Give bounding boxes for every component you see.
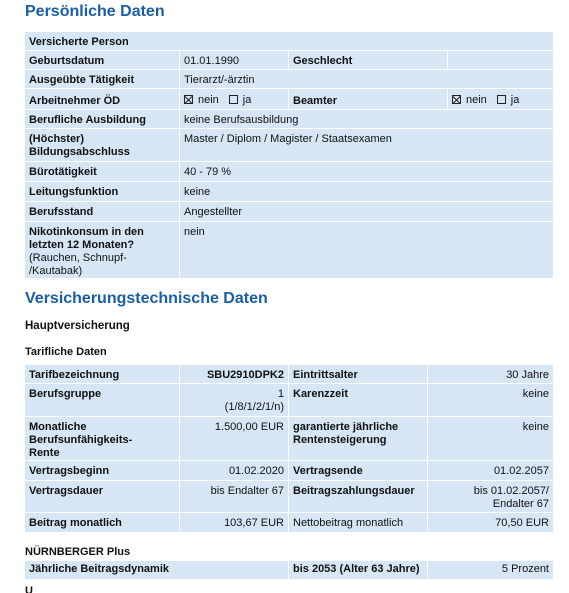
value-rentensteigerung: keine [428,417,553,460]
value-line: bis 01.02.2057/ [473,485,549,497]
label-beitragsdynamik: Jährliche Beitragsdynamik [25,561,288,579]
label-rentensteigerung [289,417,427,460]
label-leitungsfunktion: Leitungsfunktion [25,182,179,201]
label-line: Monatliche [29,421,87,433]
label-line: letzten 12 Monaten? [29,239,135,251]
label-geburtsdatum: Geburtsdatum [25,51,179,69]
section-title-tech: Versicherungstechnische Daten [25,290,268,307]
label-tarifbezeichnung: Tarifbezeichnung [25,365,179,383]
value-buerotaetigkeit: 40 - 79 % [180,162,553,181]
label-monatliche-rente [25,417,179,460]
label-buerotaetigkeit: Bürotätigkeit [25,162,179,181]
row-versicherte-person: Versicherte Person [25,32,553,50]
label-ausbildung: Berufliche Ausbildung [25,110,179,128]
label-line: Rentensteigerung [293,434,387,446]
checkbox-empty-icon [229,95,238,104]
label-line: Bildungsabschluss [29,146,130,158]
subheading-tarifliche-daten: Tarifliche Daten [25,346,107,358]
label-geschlecht: Geschlecht [289,51,447,69]
label-line: Nikotinkonsum in den [29,226,144,238]
label-beitragszahlungsdauer: Beitragszahlungsdauer [289,481,427,512]
option-nein: nein [198,94,219,106]
value-bildungsabschluss: Master / Diplom / Magister / Staatsexamen [180,129,553,161]
value-berufsstand: Angestellter [180,202,553,221]
label-subline: (Rauchen, Schnupf- [29,252,127,264]
checkbox-checked-icon [452,95,461,104]
subheading-hauptversicherung: Hauptversicherung [25,320,130,332]
label-nikotinkonsum [25,222,179,278]
label-line: Rente [29,447,60,459]
label-vertragsbeginn: Vertragsbeginn [25,461,179,480]
value-ausbildung: keine Berufsausbildung [180,110,553,128]
label-eintrittsalter: Eintrittsalter [289,365,427,383]
label-berufsstand: Berufsstand [25,202,179,221]
label-bildungsabschluss [25,129,179,161]
value-monatliche-rente: 1.500,00 EUR [180,417,288,460]
value-berufsgruppe [180,384,288,416]
label-subline: /Kautabak) [29,265,83,277]
checkbox-empty-icon [497,95,506,104]
value-geschlecht [448,51,553,69]
value-taetigkeit: Tierarzt/-ärztin [180,70,553,88]
label-vertragsdauer: Vertragsdauer [25,481,179,512]
value-tarifbezeichnung: SBU2910DPK2 [180,365,288,383]
value-leitungsfunktion: keine [180,182,553,201]
label-beamter: Beamter [289,89,447,109]
cut-off-heading: Ü [25,586,33,593]
option-nein: nein [466,94,487,106]
value-beitragszahlungsdauer [428,481,553,512]
option-ja: ja [510,94,520,106]
value-line: (1/8/1/2/1/n) [224,401,284,413]
value-line: 1 [277,388,284,400]
label-taetigkeit: Ausgeübte Tätigkeit [25,70,179,88]
subheading-nuernberger-plus: NÜRNBERGER Plus [25,546,131,558]
label-berufsgruppe: Berufsgruppe [25,384,179,416]
value-vertragsbeginn: 01.02.2020 [180,461,288,480]
value-eintrittsalter: 30 Jahre [428,365,553,383]
value-vertragsende: 01.02.2057 [428,461,553,480]
label-line: (Höchster) [29,133,85,145]
value-arbeitnehmer-oed [180,89,288,109]
value-beitragsdynamik: 5 Prozent [428,561,553,579]
label-nettobeitrag: Nettobeitrag monatlich [289,513,427,532]
value-dynamik-zeitraum: bis 2053 (Alter 63 Jahre) [289,561,427,579]
value-vertragsdauer: bis Endalter 67 [180,481,288,512]
value-nikotinkonsum: nein [180,222,553,278]
label-line: garantierte jährliche [293,421,399,433]
label-arbeitnehmer-oed: Arbeitnehmer ÖD [25,89,179,109]
label-line: Berufsunfähigkeits- [29,434,133,446]
option-ja: ja [242,94,252,106]
value-line: Endalter 67 [492,498,549,510]
value-geburtsdatum: 01.01.1990 [180,51,288,69]
label-vertragsende: Vertragsende [289,461,427,480]
value-beitrag-monatlich: 103,67 EUR [180,513,288,532]
value-beamter [448,89,553,109]
value-nettobeitrag: 70,50 EUR [428,513,553,532]
value-karenzzeit: keine [428,384,553,416]
label-beitrag-monatlich: Beitrag monatlich [25,513,179,532]
label-karenzzeit: Karenzzeit [289,384,427,416]
checkbox-checked-icon [184,95,193,104]
section-title-personal: Persönliche Daten [25,3,165,20]
